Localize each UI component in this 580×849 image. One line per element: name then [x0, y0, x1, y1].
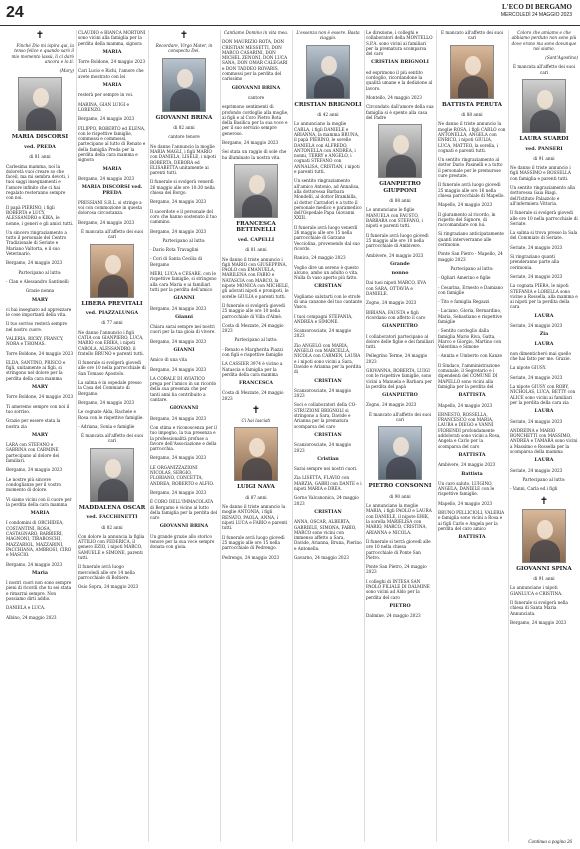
notice-text: PRESSIANI S.R.L. si stringe a voi con commozione in questa dolorosa circostanza.: [78, 199, 142, 216]
notice-text: Coloro che amiamo e che abbiamo perduto non sono più dove erano ma sono dovunque noi siamo.: [511, 30, 577, 51]
notice-text: Zia LISETTA, FLAVIO con MARZIA, GABRI con DANTE e i nipoti MARIA e DREA.: [294, 475, 362, 492]
portrait-photo: [90, 244, 134, 298]
notice-text: Ne danno il triste annuncio i figli MASSIMO e ROSSELLA con famiglia e parenti tutti.: [510, 165, 571, 181]
notice-text: Con dolore la annuncia la figlia ATTILIO con FEDERICA, il genero EZIO, i nipoti MARCO, SAMUELE e SIMONE, parenti tutti.: [78, 533, 145, 561]
notice-text: Costa di Mezzate, 24 maggio 2023: [222, 390, 284, 401]
notice-text: Scanzorosciate, 24 maggio 2023: [294, 387, 352, 399]
deceased-name: BATTISTA PERUTA: [442, 101, 502, 108]
notice-text: - Tito e famiglia Regazzi: [438, 299, 490, 305]
notice-text: Lo annunciano la moglie MARIA, i figli PAOLO e LAURA con DANIELE, il nipote ERIK, la sorella MARIELISA con MARIO, MARCO, CRISTINA, ARIANNA e NICOLA.: [366, 503, 432, 535]
notice-text: ANNA, OSCAR, ALBERTA, GABRIELE, SIMONA, FABIO, MARCO sono vicini con immenso affetto a Sara, Davide, Arianna, Bruna, Pierino e Antonella.: [294, 519, 362, 551]
notice-text: Il funerale si svolgerà nella chiesa di Santa Maria Annunciata.: [510, 599, 568, 616]
notice-text: Zogno, 24 maggio 2023: [366, 300, 417, 306]
notice-text: Ambivere, 24 maggio 2023: [438, 462, 496, 468]
notice-text: Carlesima mamma, noi la doloretà vuoi creare so che faceil, ma mi sembra devoti, i tuoi saggi insegnamenti e l'amore infinito che ci hai regalato resteranno sempre con noi.: [6, 163, 69, 201]
column-divider: [436, 30, 437, 842]
notice-text: Ponte San Pietro, 24 maggio 2023: [366, 564, 427, 575]
notice-text: Bergamo, 24 maggio 2023: [78, 175, 135, 181]
notice-text: non dimenticherò mai quello che hai fatto per me. Grazie.: [510, 350, 572, 362]
continuation-note: Continua a pagina 26: [528, 840, 572, 845]
notice-text: Un sentito ringraziamento alla dottoressa Gaia Biagi, dell'Istituto Palazzolo e all'infermiera Vittoria.: [510, 185, 576, 206]
name-line: LAURA: [534, 457, 554, 464]
notice-text: - Sentito cordoglio dalla famiglia Mario Riva, Gatta, Marco e Giorgio, Martino con Valentina e Simone: [438, 328, 502, 350]
notice-text: esprimono sentimenti di profondo cordoglio alla moglie, ai figli e al Coro Pietro Rota della Basilica per la sua voce e per il suo servizio sempre generoso.: [222, 104, 289, 136]
name-line: MARY: [31, 296, 49, 303]
notice-text: di 81 anni: [245, 247, 267, 253]
deceased-name: LUIGI NAVA: [237, 484, 275, 491]
name-line: GIANPIETRO: [382, 323, 418, 330]
name-line: ved. CAPELLI: [237, 236, 275, 243]
notice-text: Con stima e riconoscenza per il tuo impegno, la tua presenza e la professionalità profuse a favore dell'Associazione e della parrocchia.: [150, 424, 217, 452]
notice-text: FILIPPO, ROBERTO ed ELENA, con le rispettive famiglie, commossi e commossi, partecipano al lutto di Renato e della famiglia Preda per la perdita della cara mamma e signora: [78, 125, 146, 163]
notice-text: Ne danno l'annuncio i figli CATIA con GIANPIERO, LUCA, MARIO con ERIKA, i nipoti CAROLA, ALESSANDRO, il fratello BRUNO e parenti tutti.: [78, 329, 144, 356]
notice-text: Lo annunciano i nipoti GIANLUCA e CRISTINA.: [510, 585, 563, 596]
notice-text: È CORO DELL'IMMACOLATA di Bergamo è vicino al lutto della famiglia per la perdita del caro: [150, 499, 218, 521]
notice-text: - Cori di Santa Cecilia di Bergamo: [150, 256, 202, 267]
notice-text: Vi siamo vicini con il cuore per la perdita della cara mamma: [6, 496, 72, 507]
notice-text: È mancato all'affetto dei suoi cari: [441, 30, 503, 41]
notice-text: I colleghi di INTESA SAN PAOLO FILIALE DI DALMINE sono vicini ad Aldo per la perdita del caro: [366, 578, 430, 600]
name-line: GIANNI: [173, 347, 195, 353]
notice-text: Un sentito ringraziamento all'amico Antonio, ad Annalisa, alla dottoressa Barbara Mondelli, al dottor Brambilla, al dottor Carradori e a tutto il personale medico e paramedico dell'Ospedale Papa Giovanni XXIII.: [294, 178, 362, 221]
notice-text: di 88 anni: [461, 112, 483, 118]
notice-text: La nipote GIUSY.: [510, 365, 547, 371]
notice-text: Il funerale avrà luogo mercoledì alle ore 14 nella parrocchiale di Boltiere.: [78, 564, 135, 580]
name-line: CRISTIAN BRIGNOLI: [371, 59, 429, 66]
notice-text: È mancata all'affetto dei suoi cari: [81, 433, 143, 444]
notice-text: VALERIA, RICKY, FRANCY, NORA e THOMAS.: [6, 336, 64, 347]
notice-text: Bergamo, 24 maggio 2023: [6, 260, 63, 266]
notice-text: Gorno Valcanonica, 24 maggio 2023: [294, 495, 359, 506]
notice-text: Bergamo, 24 maggio 2023: [222, 140, 279, 146]
notice-text: - Ogliari Amerino e figlie: [438, 275, 491, 281]
notice-text: Il funerale si svolgerà venerdì 26 maggio alle ore 10:30 nella chiesa del Borgo.: [150, 179, 215, 196]
notice-text: ANDREINA e MARIO BONCHETTI con MASSIMO, ANDREA e TAMARA sono vicini a Massimo e Rossella per la scomparsa della mamma: [510, 427, 578, 455]
name-line: Maria: [32, 569, 48, 576]
name-line: GIOVANNI BRINA: [231, 84, 281, 91]
notice-text: Scanzorosciate, 24 maggio 2023: [294, 442, 352, 453]
notice-text: - Luciano, Gloria, Bernardino, Maria, Sebastiano e rispettive famiglie: [438, 308, 503, 324]
notice-text: Voglio dire un sereno è questo alcuno, ambo un adulto o vita. Nulla fa vaso aperto più fatto.: [294, 264, 359, 281]
notice-text: BIBIANA, FAUSTA e figli ricordano con affetto il caro: [366, 309, 426, 320]
notice-text: Montello, 24 maggio 2023: [366, 94, 422, 100]
notice-text: Costa di Mezzate, 24 maggio 2023: [222, 322, 284, 334]
deceased-name: GIOVANNI BRINA: [155, 114, 213, 121]
name-line: ved. PREDA: [24, 143, 56, 150]
obituary-column: [510, 30, 578, 842]
cross-icon: ✝: [179, 30, 189, 41]
notice-text: Ne danno l'annuncio la moglie MARIA MAGLI, i figli MARIO con DANIELA, LISELE, i nipoti ROBERTA, DEBORA ed ELISABETTA unitamente ai parenti tutti.: [150, 143, 216, 176]
notice-text: Un caro saluto. LUIGINO, ANGELA, DANIELE con le rispettive famiglie.: [438, 480, 495, 497]
obituary-column: [150, 30, 218, 842]
notice-text: Torre Boldone, 24 maggio 2023: [6, 350, 74, 356]
notice-text: Il Sindaco, l'amministrazione comunale, il Segretario e i dipendenti del COMUNE DI MAPELLO sono vicini alla famiglia per la perdita del: [438, 362, 500, 389]
name-line: BATTISTA: [458, 451, 486, 458]
notice-text: MERI, LUCA e CESARE, con le rispettive famiglie, si stringono alla cara Maria e ai familiari tutti per la perdita dell'amico: [150, 271, 217, 292]
deceased-name: PIETRO CONSONNI: [368, 483, 432, 490]
notice-text: LE ORGANIZZAZIONI NICOLAS, SERGIO, FLORIANO, CONCETTA, ANDREA, ROBERTO e ALFIO.: [150, 464, 214, 486]
notice-text: LARA con STEFANO e SABRINA con CARMINE partecipano al dolore dei familiari.: [6, 442, 60, 464]
deceased-name: LAURA SUARDI: [519, 136, 569, 143]
notice-text: È mancato all'affetto dei suoi cari: [369, 411, 431, 423]
notice-text: Il funerale si terrà giovedì alle ore 10 nella chiesa parrocchiale di Ponte San Pietro.: [366, 538, 431, 560]
notice-text: - Clan e Alessandro Santinelli: [6, 278, 69, 284]
notice-text: Recordare, Virgo Mater, in conspectu Dei.: [155, 43, 213, 54]
name-line: Zia: [539, 331, 549, 338]
portrait-photo: [450, 45, 494, 99]
name-line: MARIA: [102, 48, 122, 55]
notice-text: Torre Boldone, 24 maggio 2023: [78, 59, 146, 65]
cross-icon: ✝: [35, 30, 45, 41]
portrait-photo: [378, 426, 422, 480]
notice-text: cantore tenore: [168, 134, 200, 140]
notice-text: Ne danno il triste annuncio la moglie ROSA, i figli CARLO con ANTONELLA, ANGELA con ENRICO, i nipoti GIULIA, LUCA, MATTEO, la sorella, i cognati e parenti tutti.: [438, 121, 506, 153]
notice-text: Un sincero ringraziamento a tutto il personale del Centro Tradizionale di Seriate e Mariano Valtorta, e il suo Veterinario.: [6, 229, 67, 257]
column-divider: [364, 30, 365, 842]
notice-text: È mancata all'affetto dei suoi cari: [81, 229, 143, 240]
notice-text: Amico di una vita: [150, 357, 187, 363]
portrait-photo: [306, 45, 350, 99]
name-line: MARY: [31, 431, 49, 438]
notice-text: Ne danno il triste annuncio i figli MARIO con GIUSEPPINA, PAOLO con EMANUELA, MARILENA con FABIO e NATASCIA con MARCO, la nipote MONICA con MICHELE, gli adorati nipoti e pronipoti, le sorelle GIULIA e parenti tutti.: [222, 256, 290, 299]
name-line: LAURA: [534, 408, 554, 415]
notice-text: Partecipano al lutto:: [18, 269, 62, 275]
notice-text: Un sentito ringraziamento al dottor Dario Pasinelli e a tutto il personale per le premurose cure prestate.: [438, 157, 503, 179]
notice-text: Osio Sopra, 24 maggio 2023: [78, 584, 139, 590]
notice-text: - Annita e Umberto con Kanze: [438, 353, 502, 359]
notice-text: di 81 anni: [29, 154, 51, 160]
notice-text: (Mary): [59, 68, 74, 74]
column-divider: [292, 30, 293, 842]
notice-text: Cari Lucio e Richi, l'amore che avete mostrato con lei: [78, 68, 144, 79]
notice-text: Dai tuoi nipoti MARCO, EVA con SARA, OTTAVIA e DANIELE.: [366, 280, 427, 297]
portrait-photo: [90, 448, 134, 502]
deceased-name: GIANPIETRO GIUPPONI: [379, 181, 421, 194]
notice-text: Bergamo, 24 maggio 2023: [150, 455, 207, 461]
name-line: Gianni: [175, 313, 193, 320]
notice-text: ci hai insegnato ad apprezzare le cose importanti della vita.: [6, 306, 72, 318]
portrait-photo: [378, 124, 422, 178]
issue-date: MERCOLEDÌ 24 MAGGIO 2023: [500, 12, 572, 18]
notice-text: Zogno, 24 maggio 2023: [366, 402, 417, 408]
name-line: PIETRO: [389, 602, 411, 609]
newspaper-title: L'ECO DI BERGAMO: [501, 3, 572, 11]
notice-text: Bergamo, 24 maggio 2023: [150, 366, 207, 372]
notice-text: Seriate, 24 maggio 2023: [510, 467, 563, 473]
notice-text: BRUNO PELLICIOLI, VALERIA e famiglia sono vicini a Rosa e ai figli Carlo e Angela per la perdita del caro amico: [438, 510, 505, 531]
notice-text: Dalmine, 24 maggio 2023: [366, 613, 421, 619]
notice-text: La salma si trova presso la Sala del Commiato di Seriate.: [510, 230, 578, 241]
notice-text: Bergamo, 24 maggio 2023: [150, 305, 207, 311]
name-line: MARIA DISCORSI ved. PREDA: [81, 184, 143, 196]
page-header: [0, 0, 580, 26]
notice-text: Seriate, 24 maggio 2023: [510, 323, 563, 328]
notice-text: Partecipano al lutto:: [162, 237, 206, 243]
notice-text: DANIELA e LUCA.: [6, 605, 46, 611]
notice-text: cantore: [247, 94, 265, 100]
notice-text: Mapello, 24 maggio 2023: [438, 500, 493, 506]
notice-text: di 91 anni: [533, 576, 555, 582]
deceased-name: MADDALENA OSCAR: [78, 504, 146, 511]
notice-text: Seriate, 24 maggio 2023: [510, 418, 563, 424]
notice-text: L'essenza non è essere. Basta viaggio.: [296, 30, 360, 41]
cross-icon: ✝: [251, 405, 261, 417]
portrait-photo: [522, 79, 566, 133]
obituary-column: [438, 30, 506, 842]
obituary-column: [222, 30, 290, 842]
notice-text: - Renato e Margherita Piazzi con figli e rispettive famiglie: [222, 346, 283, 357]
notice-text: di 82 anni: [101, 524, 123, 530]
notice-text: Grazie per essere stata la nostra zia: [6, 418, 61, 429]
obituary-column: [294, 30, 362, 842]
notice-text: Pellegrino Terme, 24 maggio 2023: [366, 353, 428, 364]
notice-text: Bergamo, 24 maggio 2023: [78, 219, 135, 225]
notice-text: Il giuramento al ricordo, in rispetto del Signore, di raccomandare con lui.: [438, 211, 496, 228]
notice-text: Ne danno il triste annuncio la moglie ANTONIA, i figli RENATO, PAOLA, ANNA, i nipoti LUCA e FABIO e parenti tutti.: [222, 504, 288, 531]
notice-text: - Adriana, Sonia e famiglie: [78, 423, 135, 429]
notice-text: Mapello, 24 maggio 2023: [438, 402, 493, 408]
notice-text: GIOVANNA, ROBERTA, LUIGI con le rispettive famiglie, sono vicini a Manuela e Barbara per la perdita del papà: [366, 367, 432, 389]
notice-text: Partecipano al lutto:: [234, 337, 278, 343]
name-line: MARIA: [102, 82, 122, 89]
notice-text: Ponte San Pietro - Mapello, 24 maggio 2023: [438, 251, 503, 262]
notice-text: Bergamo, 24 maggio 2023: [150, 199, 207, 205]
notice-text: Albino, 24 maggio 2023: [6, 614, 57, 620]
notice-text: Il tuo sorriso resterà sempre nel nostro cuore.: [6, 321, 67, 332]
notice-text: Mapello, 24 maggio 2023: [438, 202, 493, 208]
name-line: GIOVANNI BRINA: [159, 523, 209, 530]
notice-text: resterà per sempre in voi.: [78, 92, 134, 98]
name-line: GIANNI: [173, 295, 195, 302]
notice-text: Cantiamo Domino in vita mea.: [223, 30, 289, 35]
notice-text: Soci e collaboratori della CO-STRUZIONI BRIGNOLI si stringono a Sara, Davide e Arianna per la prematura scomparsa del caro: [294, 402, 357, 429]
deceased-name: MARIA DISCORSI: [11, 134, 69, 141]
notice-text: Finché Dio mi ispira qui, la tenso felice e quando sarò il mio momento lassù, li ci darò ancora e lo.ti.: [11, 43, 74, 64]
notice-text: Il papà PIERINO, i figli ROBERTA e LUCY, ALESSANDRO e KIKA, le nonne, i generi e gli amici tutti.: [6, 204, 74, 226]
notice-text: Ci hai lasciati: [241, 418, 271, 424]
notice-text: di 87 anni: [245, 494, 267, 500]
obituary-column: [366, 30, 434, 842]
name-line: BATTISTA: [458, 392, 486, 399]
notice-text: Zio ANGELO con MARIA, ANGELO con MARCELLA, NICOLA con CARMEN, LAURA e i nipoti sono vicini a Sara, Davide e Arianna per la perdita di: [294, 342, 361, 375]
notice-text: Le nostre più sincere condoglianze per il vostro momento di dolore.: [6, 476, 62, 493]
notice-text: di 88 anni: [389, 198, 411, 204]
deceased-name: LIBERA PREVITALI: [81, 300, 143, 307]
notice-text: DON MAURIZIO ROTA, DON CRISTIAN MESSETTI, DON MARCO CASARINI, DON MICHEL ZENONI, DON LUCA SANA, DON OMAR CALEGARI e DON TADDEO ROVARIS, commossi per la perdita del carissimo: [222, 39, 288, 82]
name-line: ved. PIAZZALUNGA: [85, 310, 139, 317]
name-line: MARIA: [102, 165, 122, 172]
notice-text: Pedrengo, 24 maggio 2023: [222, 554, 280, 560]
notice-text: Bergamo, 24 maggio 2023: [150, 338, 207, 344]
name-line: Grande: [390, 260, 410, 267]
notice-text: ELDA, SANTINO, PRISCO e figli, unitamente ai figli, si stringono nel dolore per la perdita della cara mamma: [6, 359, 66, 381]
deceased-name: GIOVANNI SPINA: [516, 565, 572, 572]
notice-text: di 42 anni: [317, 112, 339, 118]
notice-text: Torre Boldone, 24 maggio 2023: [6, 394, 74, 400]
name-line: CRISTIAN: [314, 283, 342, 290]
obituary-column: [6, 30, 74, 842]
notice-text: LA CASSIER 3974 è vicino a Natascia e famiglia per la perdita della cara mamma: [222, 361, 283, 377]
column-divider: [148, 30, 149, 842]
notice-text: - Vanni, Carla ed i figli: [510, 486, 558, 492]
notice-text: I condomini di ORCHIDEA, COSTANTINI, ROSA, CASTAGNARO, BARBIERI, MAGNONI, TIRABOSCHI, MAZZARIOL, MAZZARINI, PACCHIANA, AMBROSI, CIRO e MASCIO.: [6, 520, 72, 558]
notice-text: di 91 anni: [533, 155, 555, 161]
name-line: FRANCESCA: [239, 380, 273, 387]
notice-text: LA CORALE DI AVIATICO prega per l'amico in un ricordo della sua presenza che per tanti anni ha contribuito a cantare.: [150, 375, 217, 403]
name-line: ved. PANSERI: [525, 145, 563, 152]
deceased-name: CRISTIAN BRIGNOLI: [294, 101, 362, 108]
notice-text: Il funerale si svolgerà giovedì 25 maggio alle ore 10 nella parrocchiale di Villa d'Almè.: [222, 302, 285, 319]
notice-text: È mancata all'affetto dei suoi cari: [513, 64, 575, 75]
name-line: CRISTIAN: [314, 431, 342, 438]
notice-text: ed esprimono il più sentito cordoglio, ricordandone la qualità umane e la dedizione al lavoro.: [366, 69, 433, 91]
notice-text: Sei stata un raggio di sole che ha illuminato la nostra vita.: [222, 149, 287, 160]
notice-text: - Dario Rota Travaglini: [150, 247, 199, 253]
name-line: GIOVANNI: [169, 405, 199, 412]
notice-text: Bergamo, 24 maggio 2023: [78, 116, 135, 122]
notice-text: (Sant'Agostino): [545, 55, 578, 61]
name-line: Battista: [461, 470, 483, 477]
notice-text: Ranica, 24 maggio 2023: [294, 255, 346, 261]
notice-text: ERNESTO, ROSSELLA, FRANCESCO con MARIA, LAURA e DIEGO e VANNI FIORENDI profondamente addolorati sono vicini a Rosa, Angela e Carlo per la scomparsa del caro: [438, 411, 501, 449]
column-divider: [220, 30, 221, 842]
name-line: Cristian: [317, 455, 339, 462]
notice-text: - Cesarina, Ernesto e Damiano con famiglie: [438, 284, 503, 295]
notice-text: Il funerale avrà luogo giovedì 25 maggio alle ore 15 nella parrocchiale di Pedrengo.: [222, 534, 285, 551]
page-number: 24: [6, 4, 24, 21]
name-line: MARIA: [30, 510, 50, 517]
notice-text: Bergamo, 24 maggio 2023: [150, 489, 207, 495]
notice-text: Bergamo, 24 maggio 2023: [6, 467, 63, 473]
cross-icon: ✝: [539, 495, 549, 507]
notice-text: Il funerale avrà luogo venerdì 26 maggio alle ore 15 nella parrocchiale di Garzano Vecciolina, provenendo dal suo ricordo.: [294, 224, 360, 251]
notice-text: Il funerale si svolgerà giovedì alle ore 10 nella parrocchiale di San Tomaso Apostolo.: [78, 360, 146, 376]
notice-text: Bergamo, 24 maggio 2023: [510, 619, 567, 625]
notice-text: Vogliamo salutarti con le strofe di una canzone del tuo cantante Vasco.: [294, 293, 362, 310]
notice-text: Il sacerdote e il personale del coro che hanno sostenuto il tuo cammino.: [150, 208, 217, 225]
notice-text: Seriate, 24 maggio 2023: [510, 244, 563, 250]
notice-text: di 82 anni: [173, 125, 195, 131]
notice-text: Lo annunciano la moglie CARLA, i figli DANIELE e ARIANNA, la mamma BRUNA, il papà PIERINO, le sorelle DANIELA con ALFREDO, ANTONELLA con ANDREA, i nonni, TERRY e ANGELO, i cognati STEFANO con ANNALISA, CRISTIAN, i nipoti e parenti tutti.: [294, 121, 360, 175]
name-line: GIANPIETRO: [382, 392, 418, 399]
notice-text: Il funerale avrà luogo giovedì 25 maggio alle ore 16 nella chiesa parrocchiale di Mapello.: [438, 182, 505, 198]
portrait-photo: [234, 164, 278, 218]
notice-text: Seriate, 24 maggio 2023: [510, 374, 563, 380]
notice-text: Bergamo, 24 maggio 2023: [150, 415, 207, 421]
notice-text: Gavarno, 24 maggio 2023: [294, 554, 349, 560]
notice-text: Si ringraziano anticipatamente quanti interverranno alle cerimonie.: [438, 231, 504, 248]
name-line: LAURA: [534, 312, 554, 319]
name-line: CRISTIAN: [314, 508, 342, 515]
portrait-photo: [234, 427, 278, 481]
notice-text: I nostri cuori non sono sempre pieni di ricordi che tu sei stata e rimarrai sempre. Non possiamo dirti addio.: [6, 580, 72, 601]
notice-text: La nipote GIUSY con ROBY, NICHOLAS, LUCA, BETTY con ALICE sono vicini ai familiari per la perdita della cara zia: [510, 384, 576, 405]
notice-text: Chiara sarai sempre nei nostri cuori per la tua gioia di vivere.: [150, 324, 216, 335]
notice-text: MARINA, GIAN LUIGI e LORENZO.: [78, 101, 130, 112]
portrait-photo: [162, 58, 206, 112]
notice-text: Partecipano al lutto:: [450, 265, 494, 271]
portrait-photo: [522, 509, 566, 563]
notice-text: I collaboratori partecipano al dolore delle figlie e dei familiari tutti.: [366, 333, 434, 350]
notice-text: Partecipano al lutto:: [522, 476, 566, 482]
notice-text: Le cognate Alda, Rachele e Rosa con le rispettive famiglie.: [78, 409, 144, 420]
notice-text: Grazie nonna: [25, 288, 55, 294]
notice-text: La salma è in ospedale presso la Casa del Commiato di Bergamo.: [78, 380, 142, 396]
notice-text: Sarai sempre nei nostri cuori.: [294, 466, 358, 472]
notice-text: Circondato dall'amore della sua famiglia si è spento alla casa del Padre: [366, 104, 434, 120]
name-line: ved. FACCHINETTI: [86, 514, 138, 521]
name-line: BATTISTA: [458, 534, 486, 541]
notice-text: Ambivere, 24 maggio 2023: [366, 252, 424, 258]
notice-text: Bergamo, 24 maggio 2023: [78, 399, 135, 405]
notice-text: Seriate, 24 maggio 2023: [510, 273, 563, 279]
name-line: LAURA: [534, 340, 554, 347]
name-line: MARY: [31, 384, 49, 391]
notice-text: Ti ameremo sempre con noi il tuo sorriso.: [6, 403, 70, 414]
notice-text: Il funerale si svolgerà giovedì alle ore 10 nella parrocchiale di Seriate.: [510, 210, 578, 226]
notice-text: CLAUDIO e BIANCA MORTONI sono vicini alla famiglia per la perdita della mamma, signora: [78, 30, 146, 46]
notice-text: Il funerale avrà luogo giovedì 25 maggio alle ore 10 nella parrocchiale di Ambivere.: [366, 232, 429, 249]
notice-text: Si ringraziano quanti prenderanno parte alla cerimonia.: [510, 254, 560, 270]
notice-text: di 90 anni: [389, 493, 411, 499]
name-line: nonno: [391, 270, 409, 277]
name-line: CRISTIAN: [314, 377, 342, 384]
notice-text: La cognata PIERA, le nipoti STEFANIA e LORELLA sono vicine a Rossella, alla mamma e ai nipoti per la perdita della cara: [510, 283, 578, 310]
obituary-column: [78, 30, 146, 842]
notice-text: Bergamo, 24 maggio 2023: [150, 228, 207, 234]
notice-text: Lo annunciano le figlie MANUELA con FAUSTO, BARBARA con STEFANO, i nipoti e parenti tutti.: [366, 207, 423, 229]
notice-text: Scanzorosciate, 24 maggio 2023: [294, 328, 352, 339]
notice-text: I tuoi compagni STEFANIA, ANDREA e SIMONE.: [294, 313, 353, 324]
notice-text: di 77 anni: [101, 320, 123, 326]
notice-text: Le direzione, i colleghi e collaboratori della MONTELLO S.P.A. sono vicini ai familiari per la prematura scomparsa del caro: [366, 30, 433, 57]
column-divider: [508, 30, 509, 842]
notice-text: Bergamo, 24 maggio 2023: [6, 561, 63, 567]
portrait-photo: [18, 77, 62, 131]
column-divider: [76, 30, 77, 842]
notice-text: Un grande grazie allo storico tenore per la sua voce sempre donata con gioia.: [150, 533, 215, 550]
deceased-name: FRANCESCA BETTINELLI: [236, 220, 276, 234]
